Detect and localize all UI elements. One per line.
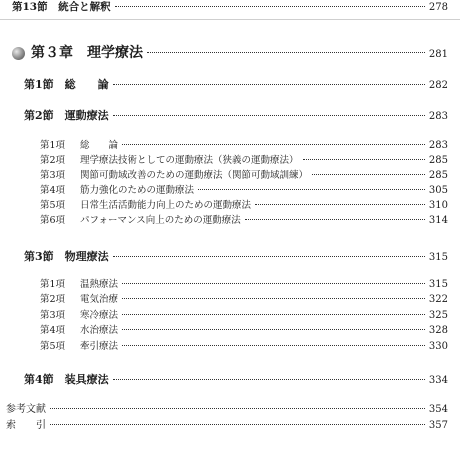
toc-section-4[interactable] — [24, 374, 448, 386]
references-title: 参考文献 — [6, 404, 46, 415]
dot-leader — [122, 314, 425, 315]
item-number: 第4項 — [40, 185, 66, 196]
chapter-title: 第３章 理学療法 — [31, 45, 143, 61]
dot-leader — [50, 408, 425, 409]
item-number: 第5項 — [40, 341, 66, 352]
toc-item-text — [40, 216, 241, 226]
toc-item-text — [40, 295, 118, 305]
dot-leader — [245, 219, 425, 220]
toc-page-number: 314 — [428, 215, 448, 226]
toc-page-number: 330 — [428, 341, 448, 352]
toc-page-number: 283 — [428, 111, 448, 122]
toc-section-1[interactable] — [24, 79, 448, 91]
toc-page-number: 283 — [428, 140, 448, 151]
toc-index[interactable] — [6, 421, 448, 431]
item-title: 関節可動域改善のための運動療法（関節可動域訓練） — [80, 170, 309, 181]
toc-item-text — [40, 201, 251, 211]
dot-leader — [115, 6, 425, 7]
toc-item-text — [40, 156, 299, 166]
toc-page-number: 278 — [428, 2, 448, 13]
toc-item[interactable] — [40, 171, 448, 181]
item-number: 第3項 — [40, 310, 66, 321]
dot-leader — [113, 115, 425, 116]
item-title: 筋力強化のための運動療法 — [80, 185, 195, 196]
item-number: 第1項 — [40, 140, 66, 151]
item-number: 第4項 — [40, 325, 66, 336]
sphere-bullet-icon — [12, 47, 25, 60]
toc-page-number: 305 — [428, 185, 448, 196]
item-number: 第3項 — [40, 170, 66, 181]
toc-item[interactable] — [40, 326, 448, 336]
dot-leader — [122, 298, 425, 299]
section-title: 第3節 物理療法 — [24, 250, 109, 263]
section-title: 第1節 総 論 — [24, 78, 109, 91]
item-title: 牽引療法 — [80, 341, 119, 352]
toc-item-text — [40, 141, 118, 151]
toc-page-number: 322 — [428, 294, 448, 305]
dot-leader — [113, 256, 425, 257]
toc-item-text — [40, 326, 118, 336]
toc-page-number: 281 — [428, 49, 448, 60]
dot-leader — [312, 174, 425, 175]
dot-leader — [122, 329, 425, 330]
toc-section-2[interactable] — [24, 110, 448, 122]
item-title: 日常生活活動能力向上のための運動療法 — [80, 200, 252, 211]
toc-item[interactable] — [40, 342, 448, 352]
dot-leader — [198, 189, 425, 190]
dot-leader — [255, 204, 425, 205]
dot-leader — [50, 424, 425, 425]
item-number: 第6項 — [40, 215, 66, 226]
dot-leader — [303, 159, 425, 160]
toc-page-number: 334 — [428, 375, 448, 386]
toc-item[interactable] — [40, 141, 448, 151]
toc-page-number: 328 — [428, 325, 448, 336]
toc-page-number: 310 — [428, 200, 448, 211]
toc-page-number: 354 — [428, 404, 448, 415]
dot-leader — [113, 379, 425, 380]
section-title: 第4節 装具療法 — [24, 373, 109, 386]
item-number: 第5項 — [40, 200, 66, 211]
toc-item[interactable] — [40, 186, 448, 196]
item-number: 第2項 — [40, 294, 66, 305]
toc-item[interactable] — [40, 201, 448, 211]
toc-page-number: 315 — [428, 279, 448, 290]
dot-leader — [122, 345, 425, 346]
toc-page-number: 285 — [428, 170, 448, 181]
dot-leader — [113, 84, 425, 85]
toc-item-text — [40, 342, 118, 352]
item-title: 温熱療法 — [80, 279, 119, 290]
toc-item-text — [40, 280, 118, 290]
dot-leader — [122, 144, 425, 145]
toc-page-number: 357 — [428, 420, 448, 431]
toc-entry-section-13[interactable] — [12, 2, 448, 13]
item-number: 第2項 — [40, 155, 66, 166]
section-title: 第2節 運動療法 — [24, 109, 109, 122]
item-title: パフォーマンス向上のための運動療法 — [80, 215, 241, 226]
toc-item-text — [40, 171, 308, 181]
toc-item[interactable] — [40, 280, 448, 290]
toc-entry-label: 第13節 統合と解釈 — [12, 1, 111, 13]
toc-page-number: 315 — [428, 252, 448, 263]
toc-section-3[interactable] — [24, 251, 448, 263]
item-title: 寒冷療法 — [80, 310, 119, 321]
item-title: 理学療法技術としての運動療法（狭義の運動療法） — [80, 155, 299, 166]
toc-item[interactable] — [40, 311, 448, 321]
dot-leader — [147, 52, 425, 53]
item-title: 水治療法 — [80, 325, 119, 336]
toc-page-number: 285 — [428, 155, 448, 166]
toc-references[interactable] — [6, 405, 448, 415]
divider — [0, 19, 460, 20]
item-number: 第1項 — [40, 279, 66, 290]
toc-page-number: 325 — [428, 310, 448, 321]
toc-item-text — [40, 311, 118, 321]
index-title: 索 引 — [6, 420, 46, 431]
dot-leader — [122, 283, 425, 284]
item-title: 電気治療 — [80, 294, 119, 305]
toc-item[interactable] — [40, 295, 448, 305]
toc-item-text — [40, 186, 194, 196]
item-title: 総 論 — [80, 140, 119, 151]
toc-item[interactable] — [40, 216, 448, 226]
toc-page-number: 282 — [428, 80, 448, 91]
toc-item[interactable] — [40, 156, 448, 166]
toc-chapter-3[interactable] — [12, 46, 448, 60]
